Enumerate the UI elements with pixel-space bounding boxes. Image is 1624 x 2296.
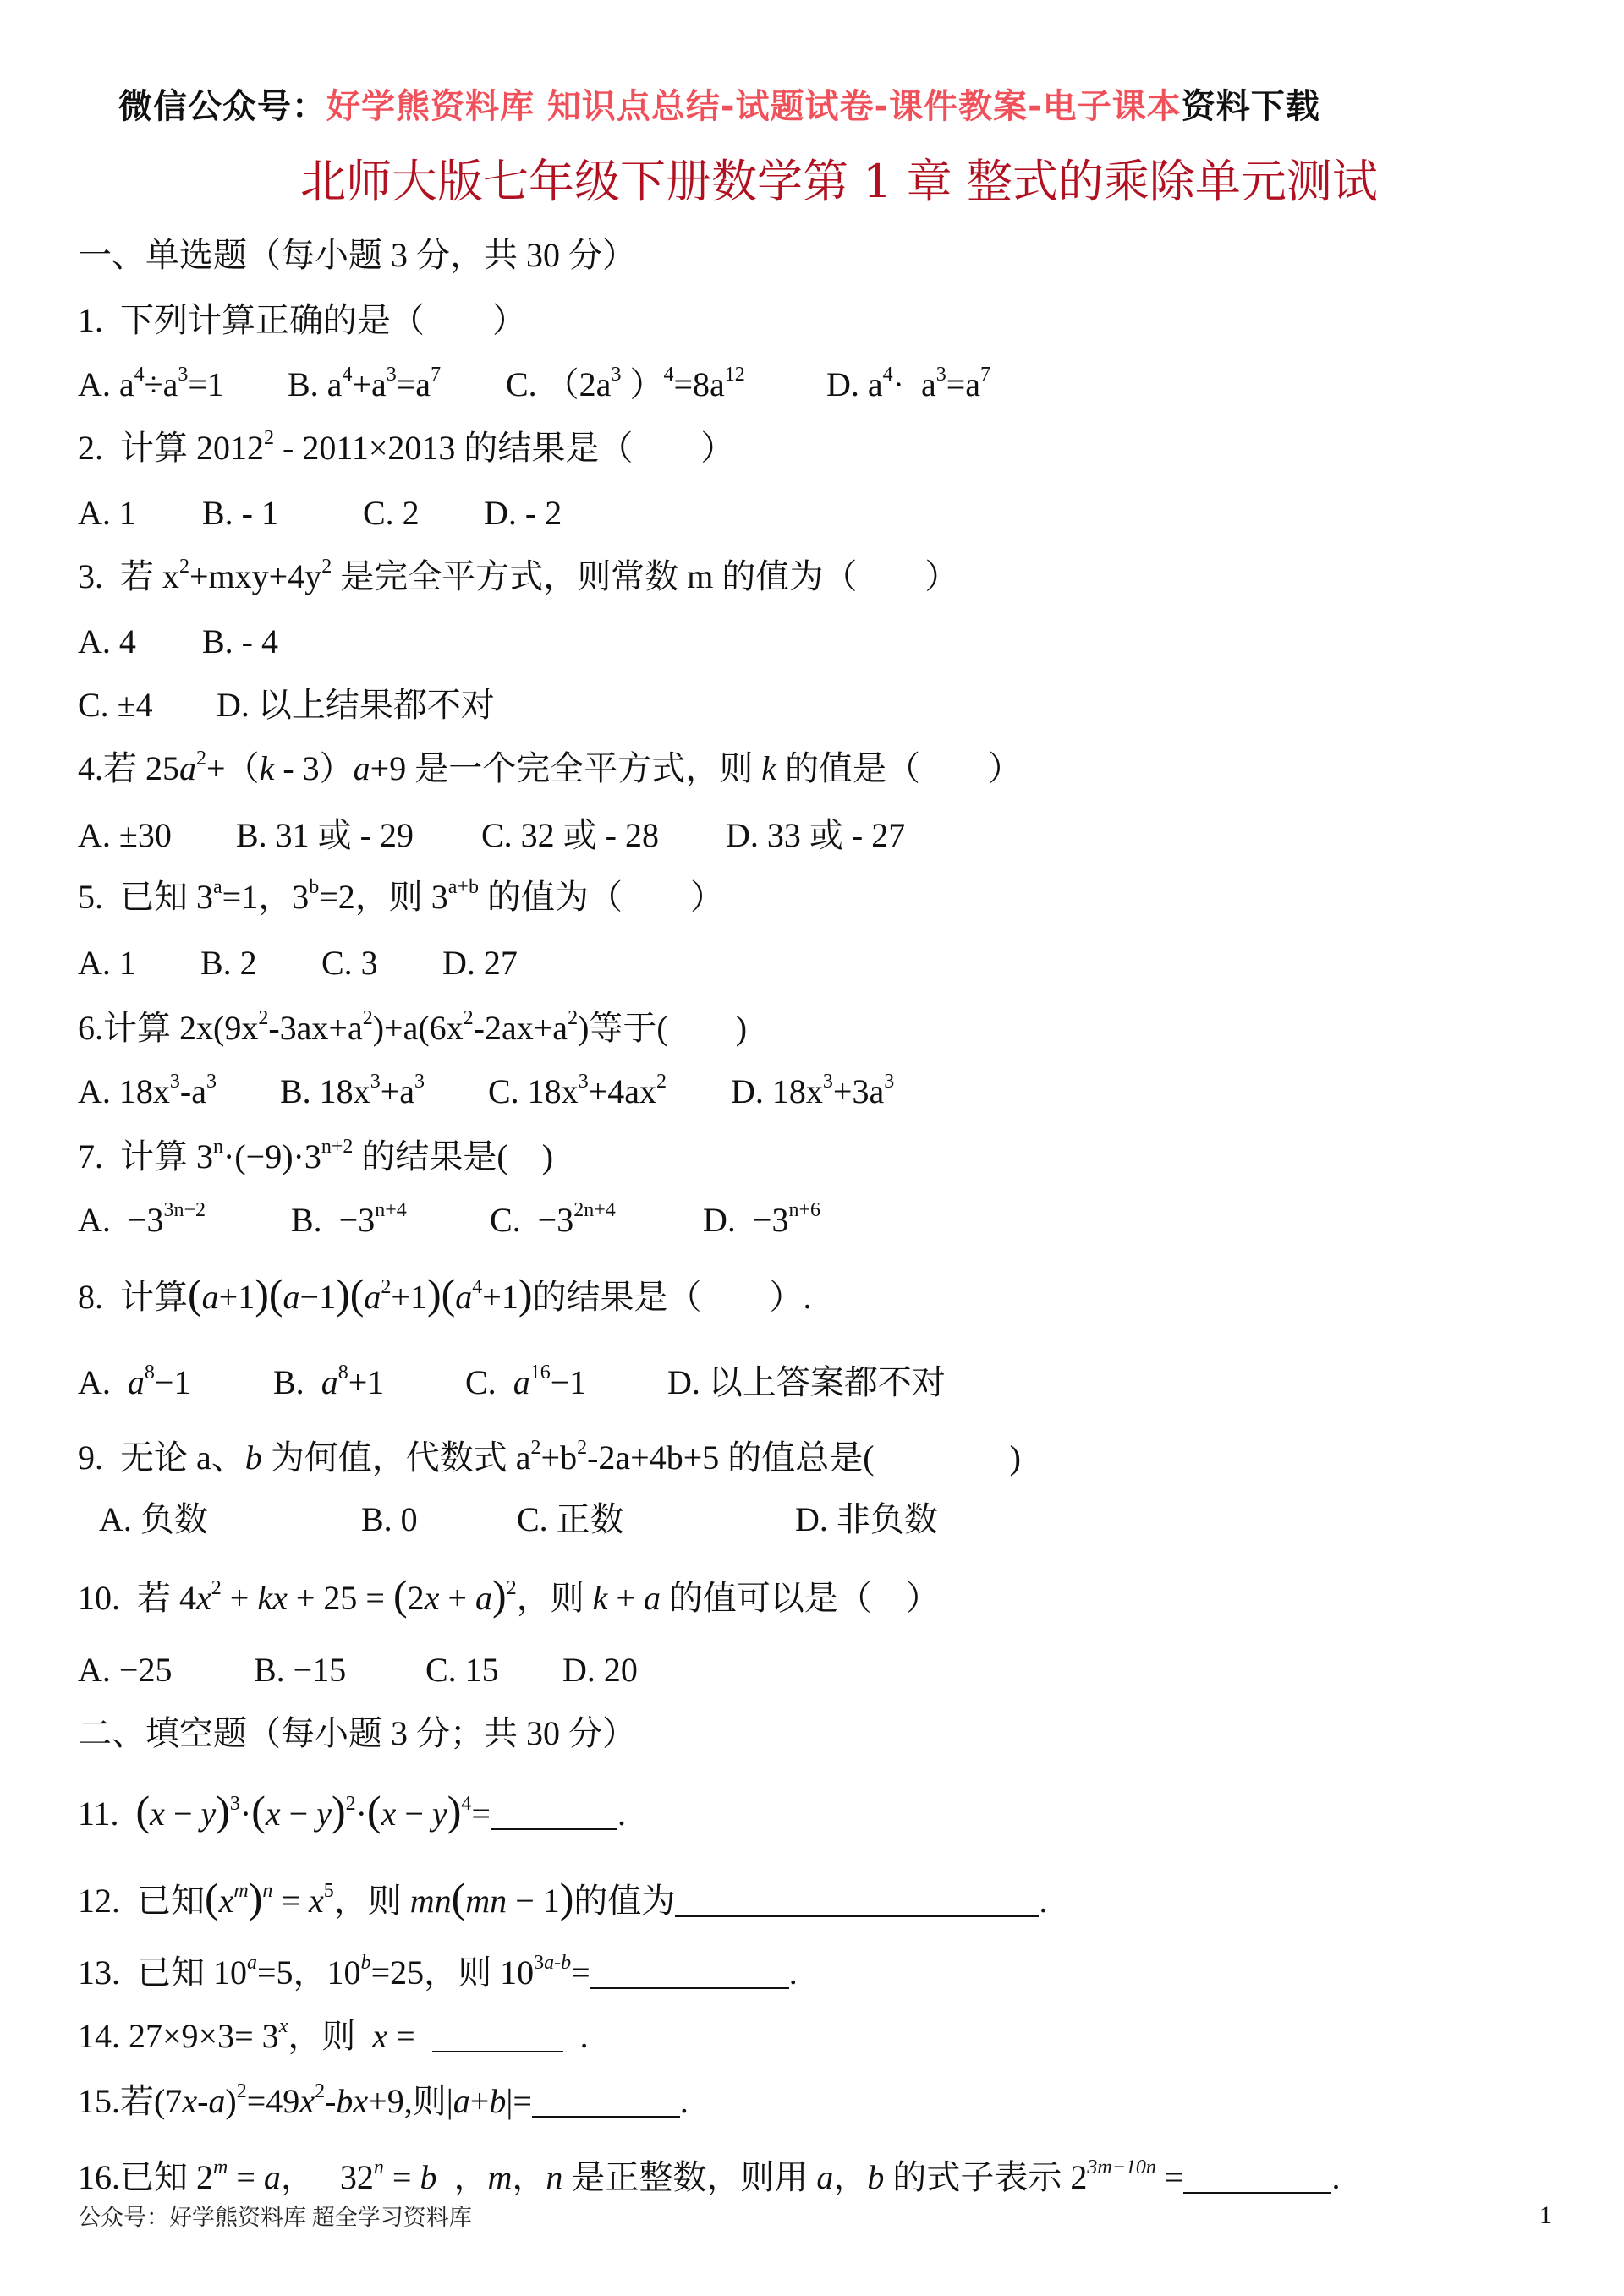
question-6-stem: 6.计算 $2x(9x^2-3ax+a^2)+a(6x^2-2ax+a^2)$等于( ): [78, 1007, 748, 1047]
q6-option-d: D. $18x^3+3a^3$: [731, 1071, 895, 1110]
section-heading-single-choice: 一、单选题（每小题 3 分，共 30 分）: [78, 236, 636, 274]
q10-option-c: C. 15: [425, 1651, 499, 1689]
q5-option-c: C. 3: [321, 944, 378, 982]
question-3-stem: 3. 若 $x^2+mxy+4y^2$ 是完全平方式，则常数 m 的值为（ ）: [78, 556, 959, 595]
q10-option-a: A. −25: [78, 1651, 173, 1689]
question-15-stem: 15.若$(7x-a)^2=49x^2-bx+9$,则|a+b|= .: [78, 2080, 689, 2120]
footer-text: 公众号：好学熊资料库 超全学习资料库: [78, 2205, 472, 2230]
answer-blank[interactable]: [491, 1800, 617, 1830]
question-14-stem: 14. $27\times 9\times 3= 3^x$，则 x = .: [78, 2015, 589, 2055]
q4-option-c: C. 32 或 - 28: [481, 816, 659, 854]
q2-option-b: B. - 1: [202, 494, 278, 532]
question-11-stem: 11. $(x - y)^3\cdot(x - y)^2\cdot(x - y)^4=$ .: [78, 1787, 626, 1834]
watermark-highlight: 好学熊资料库 知识点总结-试题试卷-课件教案-电子课本: [326, 87, 1182, 126]
answer-blank[interactable]: [1183, 2163, 1331, 2194]
q7-option-c: C. $-3^{2n+4}$: [490, 1199, 616, 1239]
q4-option-a: A. ±30: [78, 816, 172, 854]
q3-option-b: B. - 4: [202, 622, 278, 660]
q9-option-a: A. 负数: [99, 1500, 208, 1538]
section-heading-fill-blank: 二、填空题（每小题 3 分；共 30 分）: [78, 1714, 636, 1752]
watermark-prefix: 微信公众号：: [118, 87, 326, 126]
watermark-header: [118, 85, 1320, 129]
q6-option-a: A. $18x^3-a^3$: [78, 1071, 217, 1110]
question-2-stem: 2. 计算 2012$^2$ - 2011×2013 的结果是（ ）: [78, 427, 735, 467]
q5-option-a: A. 1: [78, 944, 136, 982]
q6-option-c: C. $18x^3+4ax^2$: [488, 1071, 667, 1110]
answer-blank[interactable]: [432, 2022, 563, 2052]
q8-option-c: C. $a^{16}-1$: [465, 1362, 587, 1401]
q9-option-d: D. 非负数: [795, 1500, 938, 1538]
answer-blank[interactable]: [675, 1887, 1039, 1917]
q1-option-d: D. $a^4\cdot a^3=a^7$: [826, 364, 991, 403]
page-number: 1: [1539, 2201, 1552, 2229]
q1-option-b: B. $a^4+a^3=a^7$: [288, 364, 442, 403]
q6-option-b: B. $18x^3+a^3$: [280, 1071, 425, 1110]
q7-option-a: A. $-3^{3n-2}$: [78, 1199, 206, 1239]
q7-option-b: B. $-3^{n+4}$: [291, 1199, 407, 1239]
question-12-stem: 12. 已知$(x^m)^n = x^5$，则 mn(mn − 1)的值为 .: [78, 1874, 1048, 1921]
q8-option-d: D. 以上答案都不对: [667, 1363, 946, 1401]
q1-option-c: C. （$2a^3$ ）$^4=8a^{12}$: [506, 364, 745, 403]
q10-option-d: D. 20: [562, 1651, 638, 1689]
q4-option-d: D. 33 或 - 27: [726, 816, 906, 854]
q3-option-c: C. ±4: [78, 686, 153, 724]
question-16-stem: 16.已知 $2^m = a$， $32^n = b$ ，m，n 是正整数，则用 a，b 的式子表示 $2^{3m-10n}$ = .: [78, 2156, 1341, 2196]
q3-option-a: A. 4: [78, 622, 136, 660]
q7-option-d: D. $-3^{n+6}$: [703, 1199, 820, 1239]
q8-option-a: A. $a^8-1$: [78, 1362, 191, 1401]
q1-option-a: A. $a^4\div a^3=1$: [78, 364, 224, 403]
watermark-suffix: 资料下载: [1181, 87, 1320, 126]
q2-option-c: C. 2: [363, 494, 420, 532]
q9-option-c: C. 正数: [517, 1500, 624, 1538]
question-4-stem: 4.若 $25a^2+(k - 3)a+9$ 是一个完全平方式，则 k 的值是（ ）: [78, 748, 1022, 787]
q2-option-a: A. 1: [78, 494, 136, 532]
q5-option-b: B. 2: [200, 944, 257, 982]
question-1-stem: 1. 下列计算正确的是（ ）: [78, 301, 526, 339]
question-10-stem: 10. 若 $4x^2$ + kx + $25 = (2x + a)^2$，则 k + a 的值可以是（ ）: [78, 1571, 940, 1619]
q3-option-d: D. 以上结果都不对: [217, 686, 495, 724]
question-13-stem: 13. 已知 $10^a=5$，$10^b=25$，则 $10^{3a-b}=$ .: [78, 1952, 798, 1992]
q10-option-b: B. −15: [254, 1651, 347, 1689]
question-9-stem: 9. 无论 a、b 为何值，代数式 $a^2+b^2-2a+4b+5$ 的值总是( ): [78, 1437, 1021, 1477]
answer-blank[interactable]: [590, 1959, 789, 1989]
q9-option-b: B. 0: [361, 1500, 418, 1538]
question-5-stem: 5. 已知 $3^a=1$，$3^b=2$，则 $3^{a+b}$ 的值为（ ）: [78, 876, 724, 916]
q8-option-b: B. $a^8+1$: [273, 1362, 385, 1401]
page-title: 北师大版七年级下册数学第 1 章 整式的乘除单元测试: [300, 155, 1378, 208]
answer-blank[interactable]: [532, 2087, 680, 2118]
q2-option-d: D. - 2: [484, 494, 562, 532]
question-7-stem: 7. 计算 $3^n\cdot(-9)\cdot 3^{n+2}$ 的结果是( ): [78, 1136, 554, 1175]
q4-option-b: B. 31 或 - 29: [236, 816, 414, 854]
q5-option-d: D. 27: [442, 944, 518, 982]
question-8-stem: 8. 计算$(a+1)(a-1)(a^2+1)(a^4+1)$的结果是（ ）.: [78, 1270, 812, 1318]
